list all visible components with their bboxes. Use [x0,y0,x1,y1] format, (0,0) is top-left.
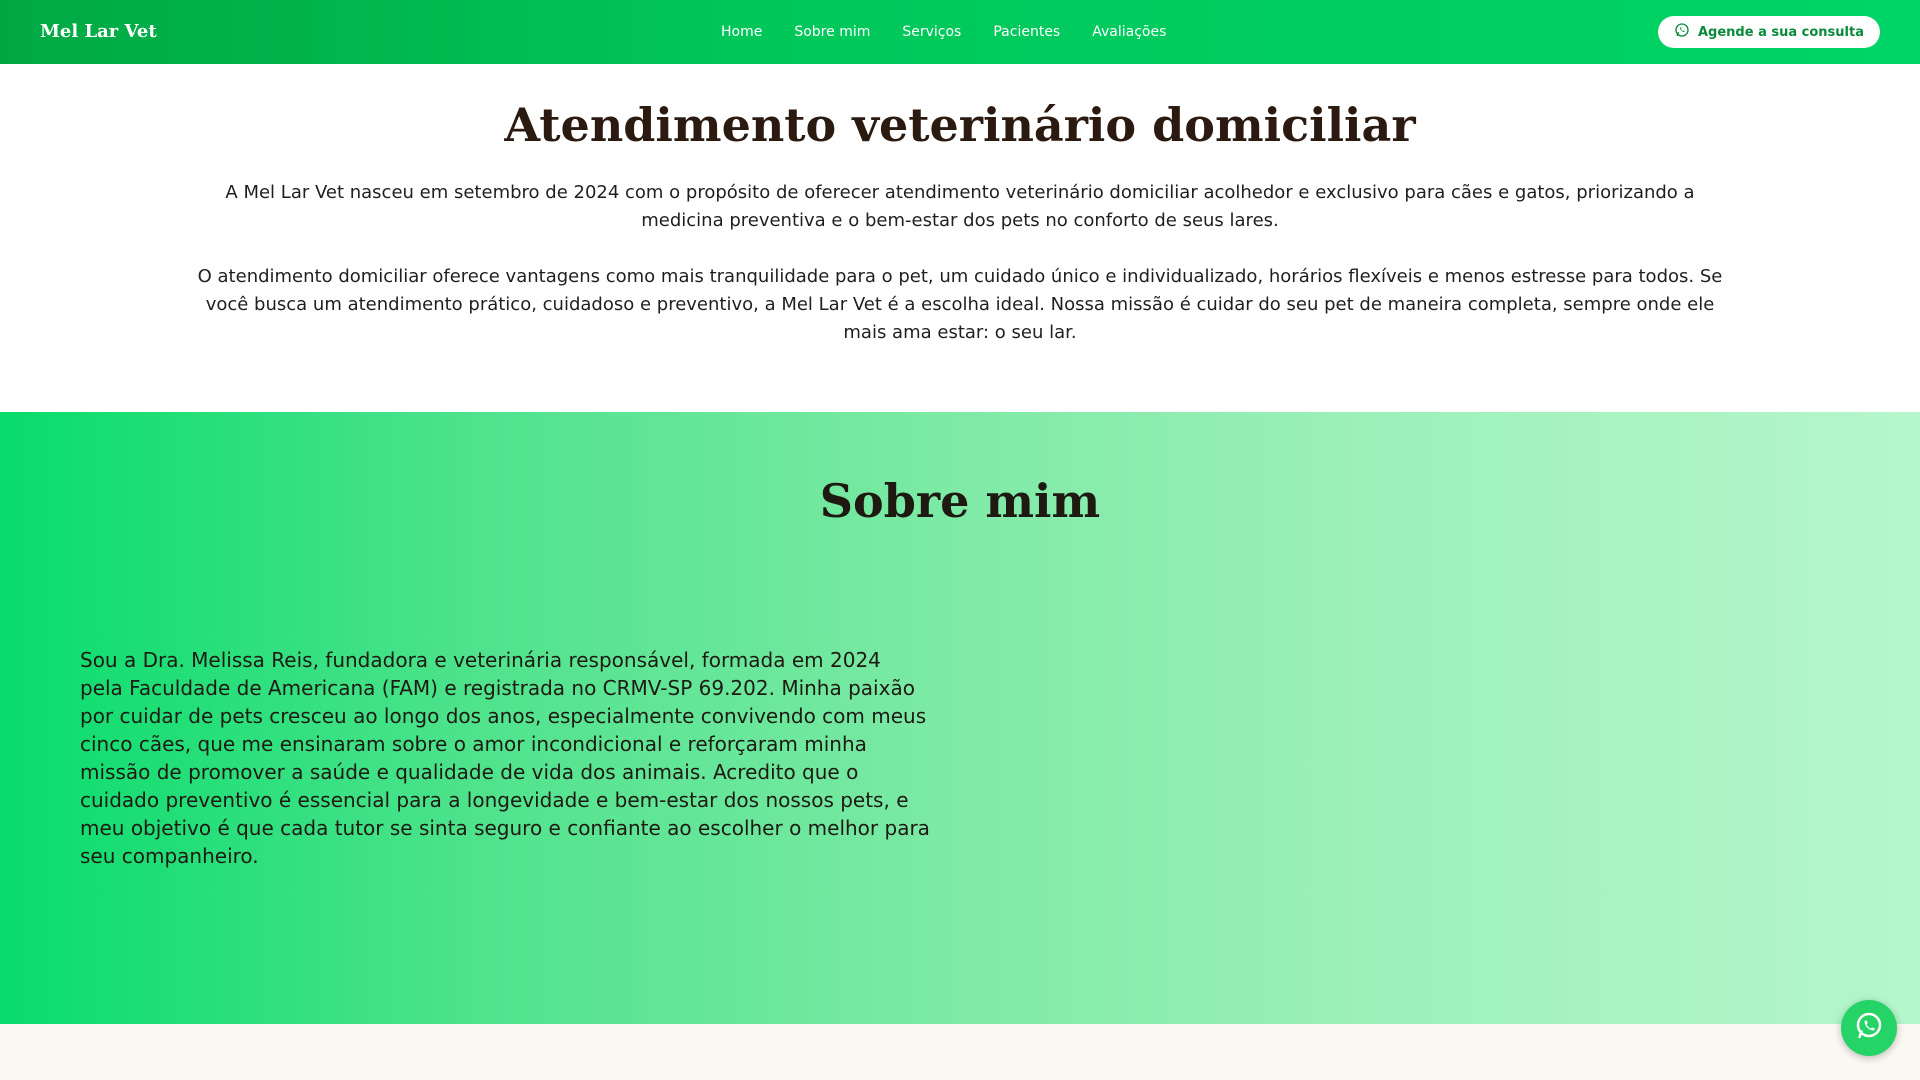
nav-link-servicos[interactable]: Serviços [902,24,962,40]
about-bio: Sou a Dra. Melissa Reis, fundadora e veterinária responsável, formada em 2024 pela Faculdade de Americana (FAM) e registrada no CRMV-SP 69.202. Minha paixão por cuidar de pets cresceu ao longo dos anos, especialmente convivendo com meus cinco cães, que me ensinaram sobre o amor incondicional e reforçaram minha missão de promover a saúde e qualidade de vida dos animais. Acredito que o cuidado preventivo é essencial para a longevidade e bem-estar dos nossos pets, e meu objetivo é que cada tutor se sinta seguro e confiante ao escolher o melhor para seu companheiro. [80,648,930,868]
nav-link-pacientes[interactable]: Pacientes [993,24,1061,40]
nav-link-home[interactable]: Home [721,24,763,40]
brand-logo[interactable]: Mel Lar Vet [40,21,157,42]
intro-title: Atendimento veterinário domiciliar [504,98,1416,152]
about-title: Sobre mim [819,474,1101,528]
whatsapp-icon [1674,22,1690,42]
intro-paragraph-2: O atendimento domiciliar oferece vantagens como mais tranquilidade para o pet, um cuidado único e individualizado, horários flexíveis e menos estresse para todos. Se você busca um atendimento prático, cuidadoso e preventivo, a Mel Lar Vet é a escolha ideal. Nossa missão é cuidar do seu pet de maneira completa, sempre onde ele mais ama estar: o seu lar. [197,265,1723,343]
schedule-appointment-label: Agende a sua consulta [1697,24,1864,40]
whatsapp-floating-button[interactable] [1841,1000,1897,1056]
next-section-strip [0,1024,1920,1080]
schedule-appointment-button[interactable] [1658,16,1880,48]
whatsapp-icon [1853,1010,1885,1046]
main-nav [721,0,1166,64]
intro-paragraph-1: A Mel Lar Vet nasceu em setembro de 2024 com o propósito de oferecer atendimento veterinário domiciliar acolhedor e exclusivo para cães e gatos, priorizando a medicina preventiva e o bem-estar dos pets no conforto de seus lares. [225,181,1695,231]
nav-link-avaliacoes[interactable]: Avaliações [1092,24,1167,40]
intro-section [0,64,1920,412]
about-section [0,412,1920,1024]
navbar [0,0,1920,64]
nav-link-sobre-mim[interactable]: Sobre mim [794,24,871,40]
